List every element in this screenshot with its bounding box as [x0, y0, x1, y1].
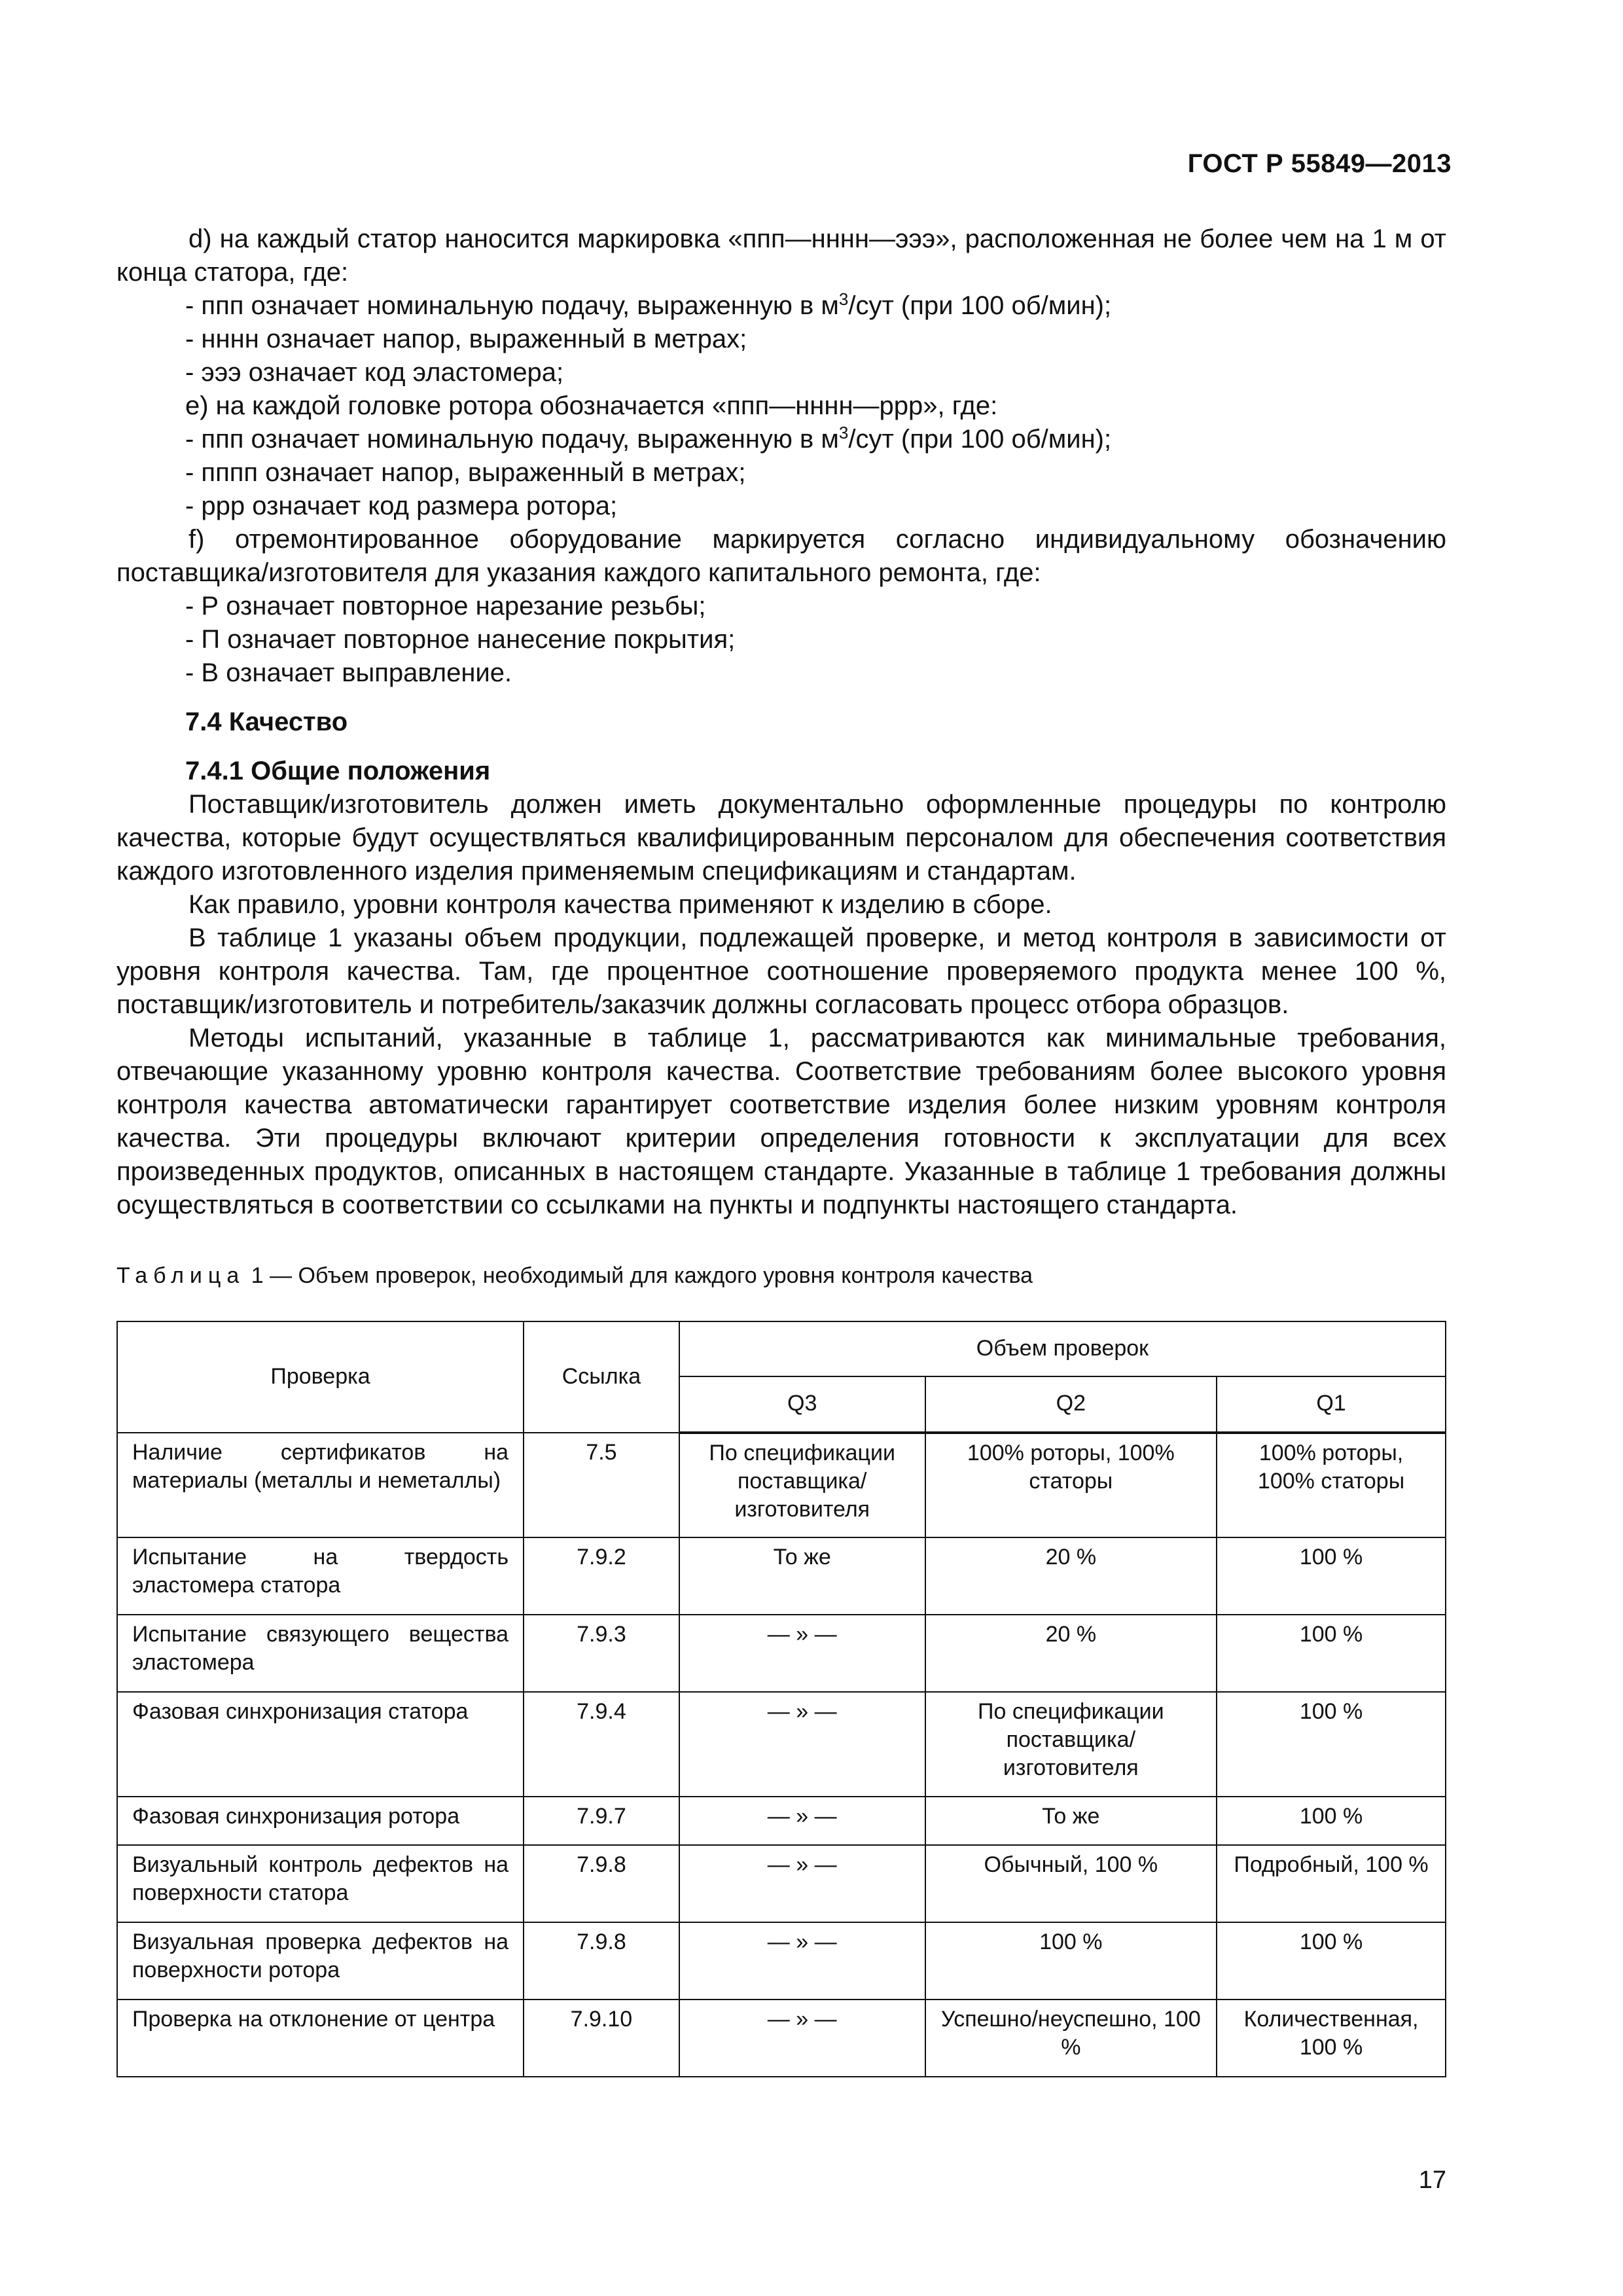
cell-ref: 7.9.8 — [524, 1922, 679, 2000]
table-row — [117, 2000, 1446, 2077]
cell-q1: Количественная, 100 % — [1217, 2000, 1446, 2077]
cell-check: Визуальный контроль дефектов на поверхности статора — [117, 1845, 524, 1922]
superscript: 3 — [838, 423, 849, 442]
table-caption-text: 1 — Объем проверок, необходимый для каждого уровня контроля качества — [245, 1263, 1033, 1288]
cell-q2: То же — [925, 1797, 1217, 1845]
item-d-3: - эээ означает код эластомера; — [185, 358, 564, 387]
section-title: 7.4 Качество — [185, 708, 348, 736]
cell-q2: По спецификации поставщика/ изготовителя — [925, 1692, 1217, 1797]
header-q1: Q1 — [1217, 1376, 1446, 1433]
cell-check: Визуальная проверка дефектов на поверхности ротора — [117, 1922, 524, 2000]
item-d: d) на каждый статор наносится маркировка «ппп—нннн—эээ», расположенная не более чем на 1 м от конца статора, где: — [116, 224, 1446, 287]
cell-check: Фазовая синхронизация статора — [117, 1692, 524, 1797]
table-row — [117, 1845, 1446, 1922]
table-header-row — [117, 1321, 1446, 1376]
cell-q3: По спецификации поставщика/ изготовителя — [679, 1433, 925, 1537]
table-caption — [116, 1263, 1033, 1289]
cell-ref: 7.9.3 — [524, 1615, 679, 1692]
cell-q2: 20 % — [925, 1537, 1217, 1615]
header-ref: Ссылка — [524, 1321, 679, 1433]
cell-check: Фазовая синхронизация ротора — [117, 1797, 524, 1845]
table-row — [117, 1692, 1446, 1797]
cell-check: Испытание на твердость эластомера статора — [117, 1537, 524, 1615]
item-e-3: - ррр означает код размера ротора; — [185, 492, 618, 520]
document-id-header: ГОСТ Р 55849—2013 — [1187, 149, 1452, 178]
cell-q1: 100 % — [1217, 1692, 1446, 1797]
cell-ref: 7.9.7 — [524, 1797, 679, 1845]
cell-q2: 20 % — [925, 1615, 1217, 1692]
header-q2: Q2 — [925, 1376, 1217, 1433]
cell-q3: — » — — [679, 1922, 925, 2000]
inspection-table — [116, 1321, 1446, 2077]
cell-ref: 7.9.2 — [524, 1537, 679, 1615]
item-f-1: - Р означает повторное нарезание резьбы; — [185, 592, 706, 620]
body-text — [116, 223, 1446, 1222]
cell-check: Наличие сертификатов на материалы (металлы и неметаллы) — [117, 1433, 524, 1537]
cell-check: Проверка на отклонение от центра — [117, 2000, 524, 2077]
cell-q1: 100 % — [1217, 1537, 1446, 1615]
item-f-3: - В означает выправление. — [185, 658, 512, 687]
table-row — [117, 1615, 1446, 1692]
item-e-1 — [116, 423, 1446, 456]
item-e-1-unit: /сут (при 100 об/мин); — [848, 425, 1112, 454]
paragraph-3: В таблице 1 указаны объем продукции, подлежащей проверке, и метод контроля в зависимости от уровня контроля качества. Там, где процентное соотношение проверяемого продукта менее 100 %, поставщик/изготовитель и потребитель/заказчик должны согласовать процесс отбора образцов. — [116, 924, 1446, 1019]
cell-q1: 100 % — [1217, 1797, 1446, 1845]
cell-q3: — » — — [679, 1845, 925, 1922]
paragraph-1: Поставщик/изготовитель должен иметь документально оформленные процедуры по контролю качества, которые будут осуществляться квалифицированным персоналом для обеспечения соответствия каждого изготовленного изделия применяемым спецификациям и стандартам. — [116, 790, 1446, 886]
cell-q1: 100% роторы, 100% статоры — [1217, 1433, 1446, 1537]
header-q3: Q3 — [679, 1376, 925, 1433]
table-row — [117, 1922, 1446, 2000]
superscript: 3 — [838, 289, 849, 309]
item-f-2: - П означает повторное нанесение покрытия; — [185, 625, 736, 654]
cell-q1: Подробный, 100 % — [1217, 1845, 1446, 1922]
paragraph-2: Как правило, уровни контроля качества применяют к изделию в сборе. — [188, 890, 1052, 919]
item-d-2: - нннн означает напор, выраженный в метрах; — [185, 325, 747, 353]
table-row — [117, 1433, 1446, 1537]
item-d-1-text: - ппп означает номинальную подачу, выраженную в м — [185, 291, 839, 320]
paragraph-4: Методы испытаний, указанные в таблице 1, рассматриваются как минимальные требования, отвечающие указанному уровню контроля качества. Соответствие требованиям более высокого уровня контроля качества автоматически гарантирует соответствие изделия более низким уровням контроля качества. Эти процедуры включают критерии определения готовности к эксплуатации для всех произведенных продуктов, описанных в настоящем стандарте. Указанные в таблице 1 требования должны осуществляться в соответствии со ссылками на пункты и подпункты настоящего стандарта. — [116, 1024, 1446, 1219]
cell-ref: 7.9.4 — [524, 1692, 679, 1797]
page-number: 17 — [1418, 2166, 1446, 2194]
cell-q2: 100 % — [925, 1922, 1217, 2000]
cell-q2: Успешно/неуспешно, 100 % — [925, 2000, 1217, 2077]
cell-q3: То же — [679, 1537, 925, 1615]
table-caption-label: Таблица — [116, 1263, 245, 1288]
header-scope: Объем проверок — [679, 1321, 1446, 1376]
table-row — [117, 1797, 1446, 1845]
cell-ref: 7.9.8 — [524, 1845, 679, 1922]
item-d-1 — [116, 289, 1446, 323]
item-f: f) отремонтированное оборудование маркируется согласно индивидуальному обозначению поставщика/изготовителя для указания каждого капитального ремонта, где: — [116, 525, 1446, 587]
table-row — [117, 1537, 1446, 1615]
subsection-title: 7.4.1 Общие положения — [185, 757, 491, 785]
header-check: Проверка — [117, 1321, 524, 1433]
cell-ref: 7.9.10 — [524, 2000, 679, 2077]
cell-q3: — » — — [679, 1615, 925, 1692]
cell-q3: — » — — [679, 1797, 925, 1845]
cell-q3: — » — — [679, 2000, 925, 2077]
item-e: е) на каждой головке ротора обозначается «ппп—нннн—ррр», где: — [185, 391, 998, 420]
item-d-1-unit: /сут (при 100 об/мин); — [848, 291, 1112, 320]
cell-q2: Обычный, 100 % — [925, 1845, 1217, 1922]
cell-q1: 100 % — [1217, 1615, 1446, 1692]
item-e-2: - пппп означает напор, выраженный в метрах; — [185, 458, 746, 487]
cell-check: Испытание связующего вещества эластомера — [117, 1615, 524, 1692]
cell-q2: 100% роторы, 100% статоры — [925, 1433, 1217, 1537]
cell-ref: 7.5 — [524, 1433, 679, 1537]
cell-q1: 100 % — [1217, 1922, 1446, 2000]
cell-q3: — » — — [679, 1692, 925, 1797]
item-e-1-text: - ппп означает номинальную подачу, выраженную в м — [185, 425, 839, 454]
